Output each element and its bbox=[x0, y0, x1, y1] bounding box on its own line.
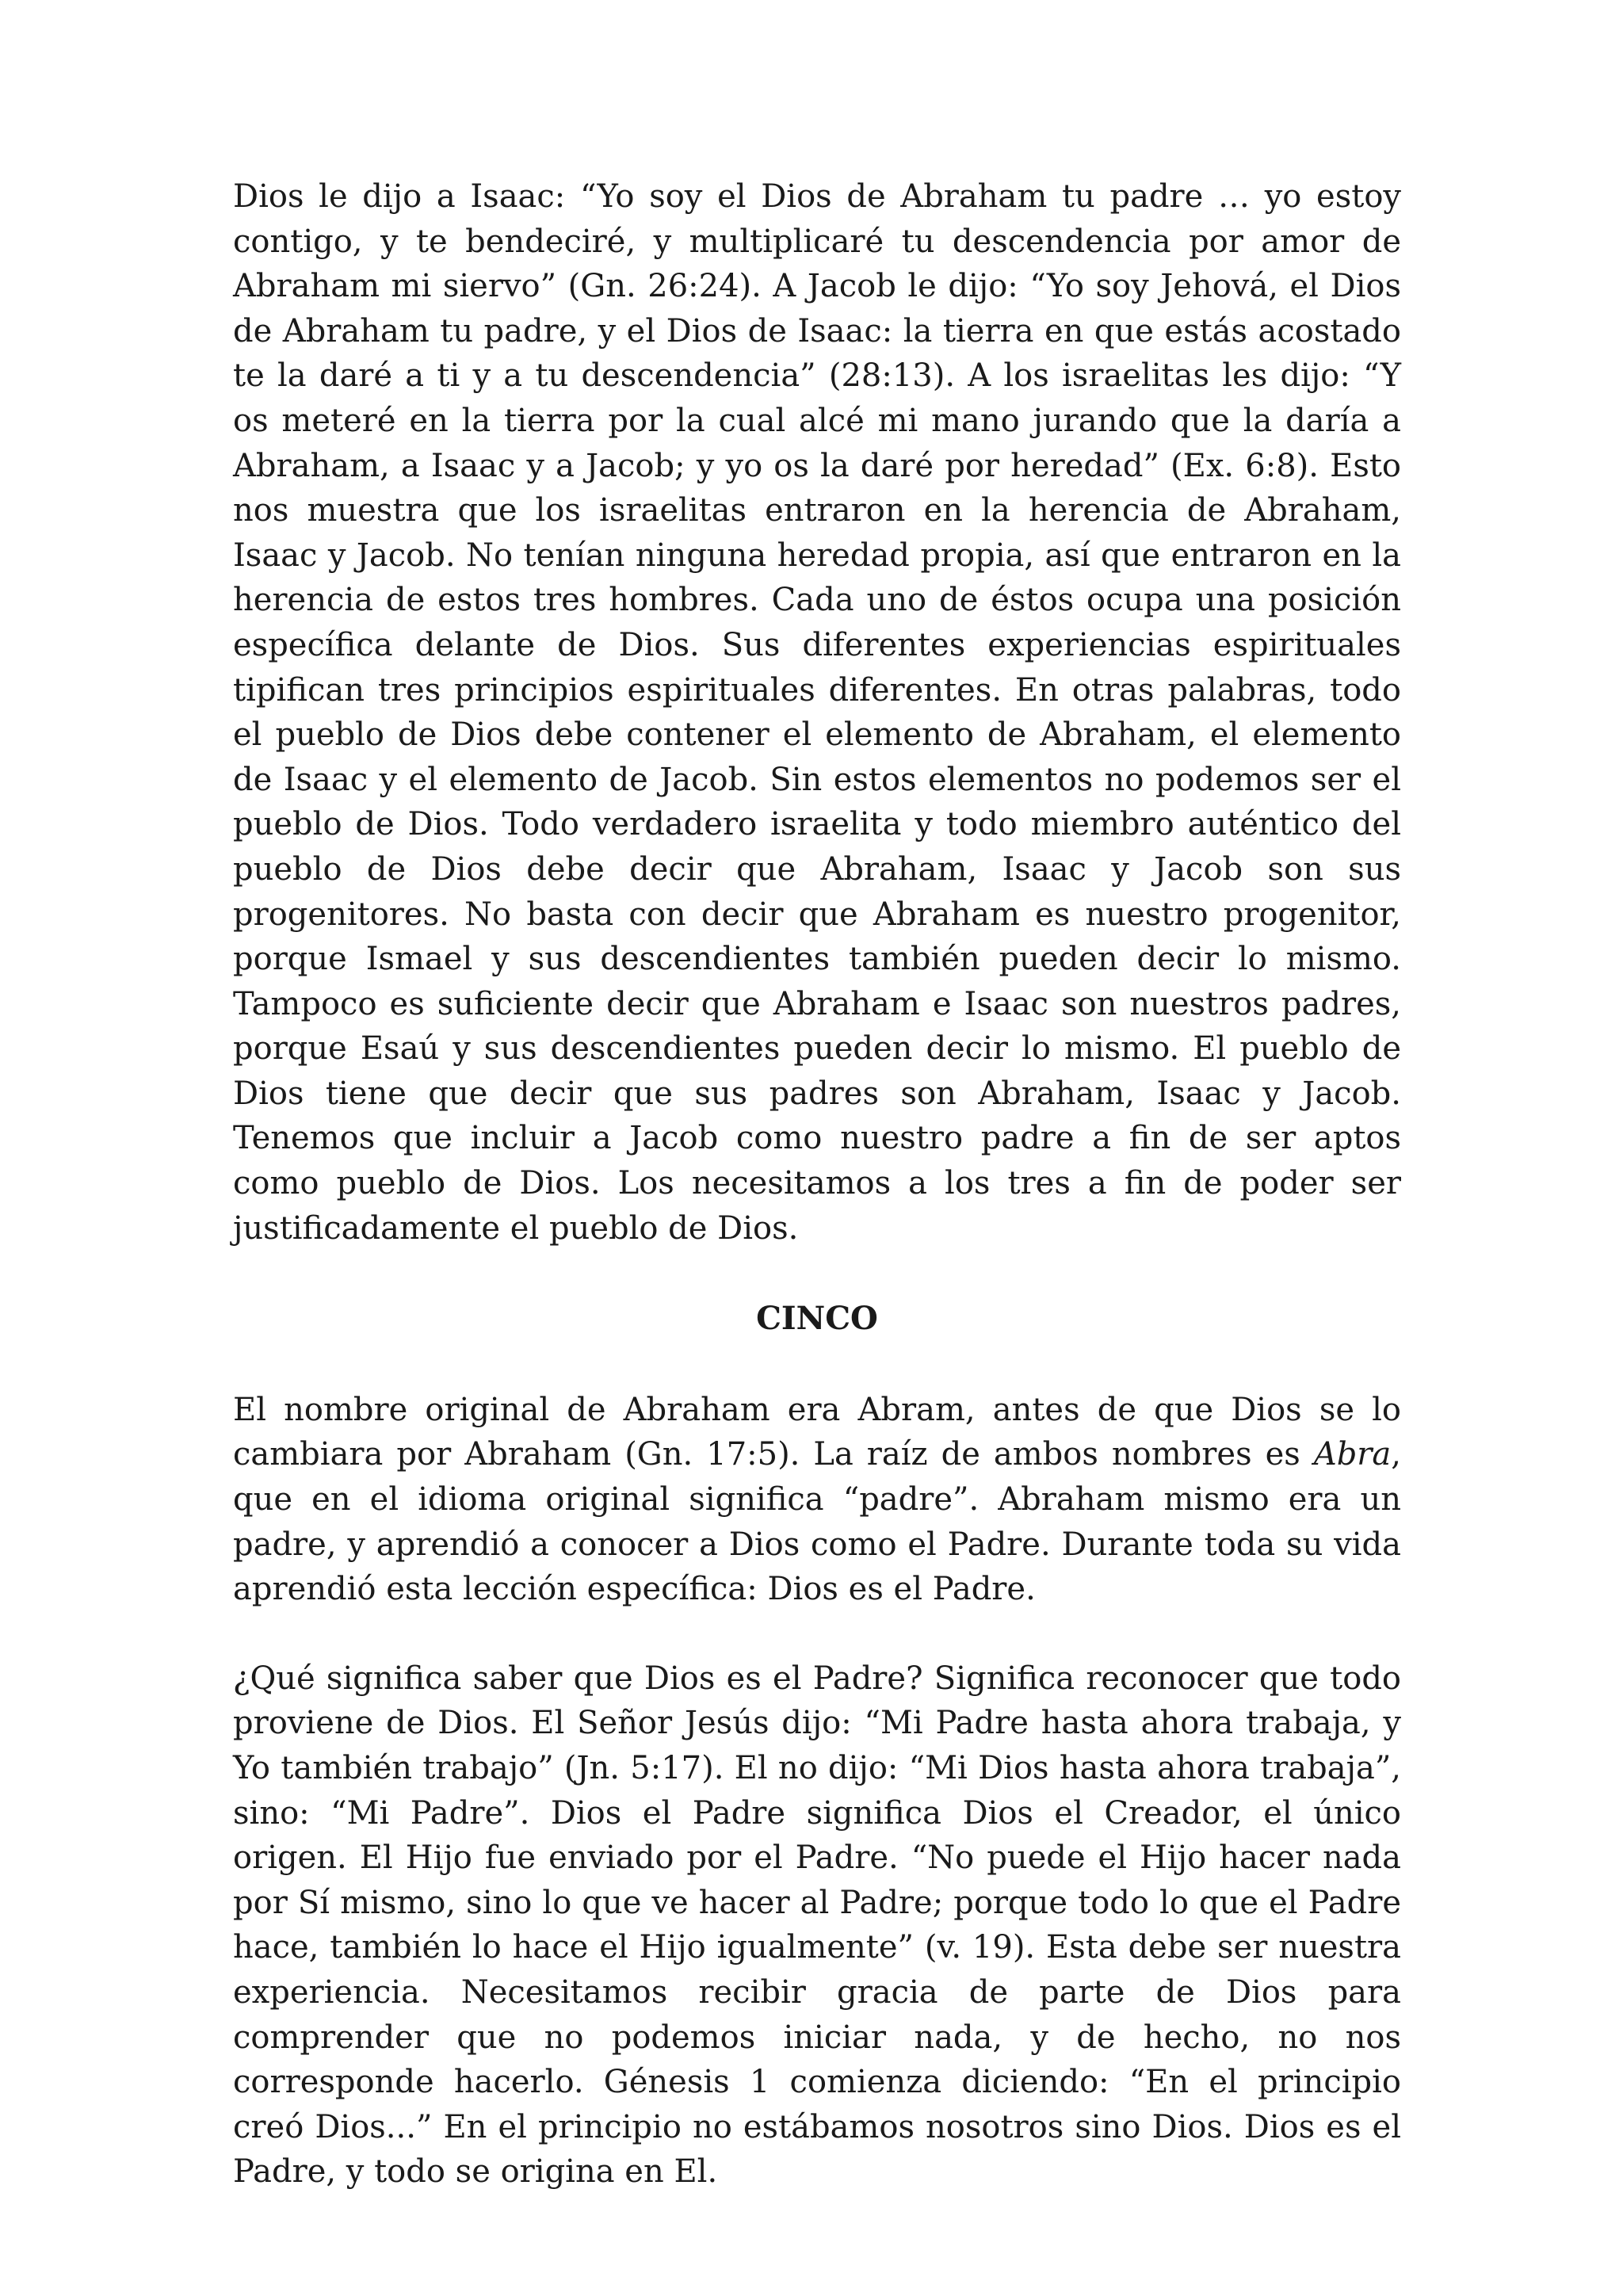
document-page bbox=[233, 174, 1401, 2195]
body-paragraph-2 bbox=[233, 1388, 1401, 1612]
paragraph-2-text-start: El nombre original de Abraham era Abram, antes de que Dios se lo cambiara por Abraham (Gn. 17:5). La raíz de ambos nombres es bbox=[233, 1391, 1401, 1473]
body-paragraph-1: Dios le dijo a Isaac: “Yo soy el Dios de Abraham tu padre … yo estoy contigo, y te bendeciré, y multiplicaré tu descendencia por amor de Abraham mi siervo” (Gn. 26:24). A Jacob le dijo: “Yo soy Jehová, el Dios de Abraham tu padre, y el Dios de Isaac: la tierra en que estás acostado te la daré a ti y a tu descendencia” (28:13). A los israelitas les dijo: “Y os meteré en la tierra por la cual alcé mi mano jurando que la daría a Abraham, a Isaac y a Jacob; y yo os la daré por heredad” (Ex. 6:8). Esto nos muestra que los israelitas entraron en la herencia de Abraham, Isaac y Jacob. No tenían ninguna heredad propia, así que entraron en la herencia de estos tres hombres. Cada uno de éstos ocupa una posición específica delante de Dios. Sus diferentes experiencias espirituales tipifican tres principios espirituales diferentes. En otras palabras, todo el pueblo de Dios debe contener el elemento de Abraham, el elemento de Isaac y el elemento de Jacob. Sin estos elementos no podemos ser el pueblo de Dios. Todo verdadero israelita y todo miembro auténtico del pueblo de Dios debe decir que Abraham, Isaac y Jacob son sus progenitores. No basta con decir que Abraham es nuestro progenitor, porque Ismael y sus descendientes también pueden decir lo mismo. Tampoco es suficiente decir que Abraham e Isaac son nuestros padres, porque Esaú y sus descendientes pueden decir lo mismo. El pueblo de Dios tiene que decir que sus padres son Abraham, Isaac y Jacob. Tenemos que incluir a Jacob como nuestro padre a fin de ser aptos como pueblo de Dios. Los necesitamos a los tres a fin de poder ser justificadamente el pueblo de Dios. bbox=[233, 178, 1401, 1247]
paragraph-2-italic-word: Abra bbox=[1313, 1436, 1392, 1473]
paragraph-2-text-end: , que en el idioma original significa “padre”. Abraham mismo era un padre, y aprendió a conocer a Dios como el Padre. Durante toda su vida aprendió esta lección específica: Dios es el Padre. bbox=[233, 1436, 1401, 1608]
section-heading: CINCO bbox=[756, 1300, 878, 1338]
body-paragraph-3: ¿Qué significa saber que Dios es el Padre? Significa reconocer que todo proviene de Dios. El Señor Jesús dijo: “Mi Padre hasta ahora trabaja, y Yo también trabajo” (Jn. 5:17). El no dijo: “Mi Dios hasta ahora trabaja”, sino: “Mi Padre”. Dios el Padre significa Dios el Creador, el único origen. El Hijo fue enviado por el Padre. “No puede el Hijo hacer nada por Sí mismo, sino lo que ve hacer al Padre; porque todo lo que el Padre hace, también lo hace el Hijo igualmente” (v. 19). Esta debe ser nuestra experiencia. Necesitamos recibir gracia de parte de Dios para comprender que no podemos iniciar nada, y de hecho, no nos corresponde hacerlo. Génesis 1 comienza diciendo: “En el principio creó Dios...” En el principio no estábamos nosotros sino Dios. Dios es el Padre, y todo se origina en El. bbox=[233, 1660, 1401, 2191]
